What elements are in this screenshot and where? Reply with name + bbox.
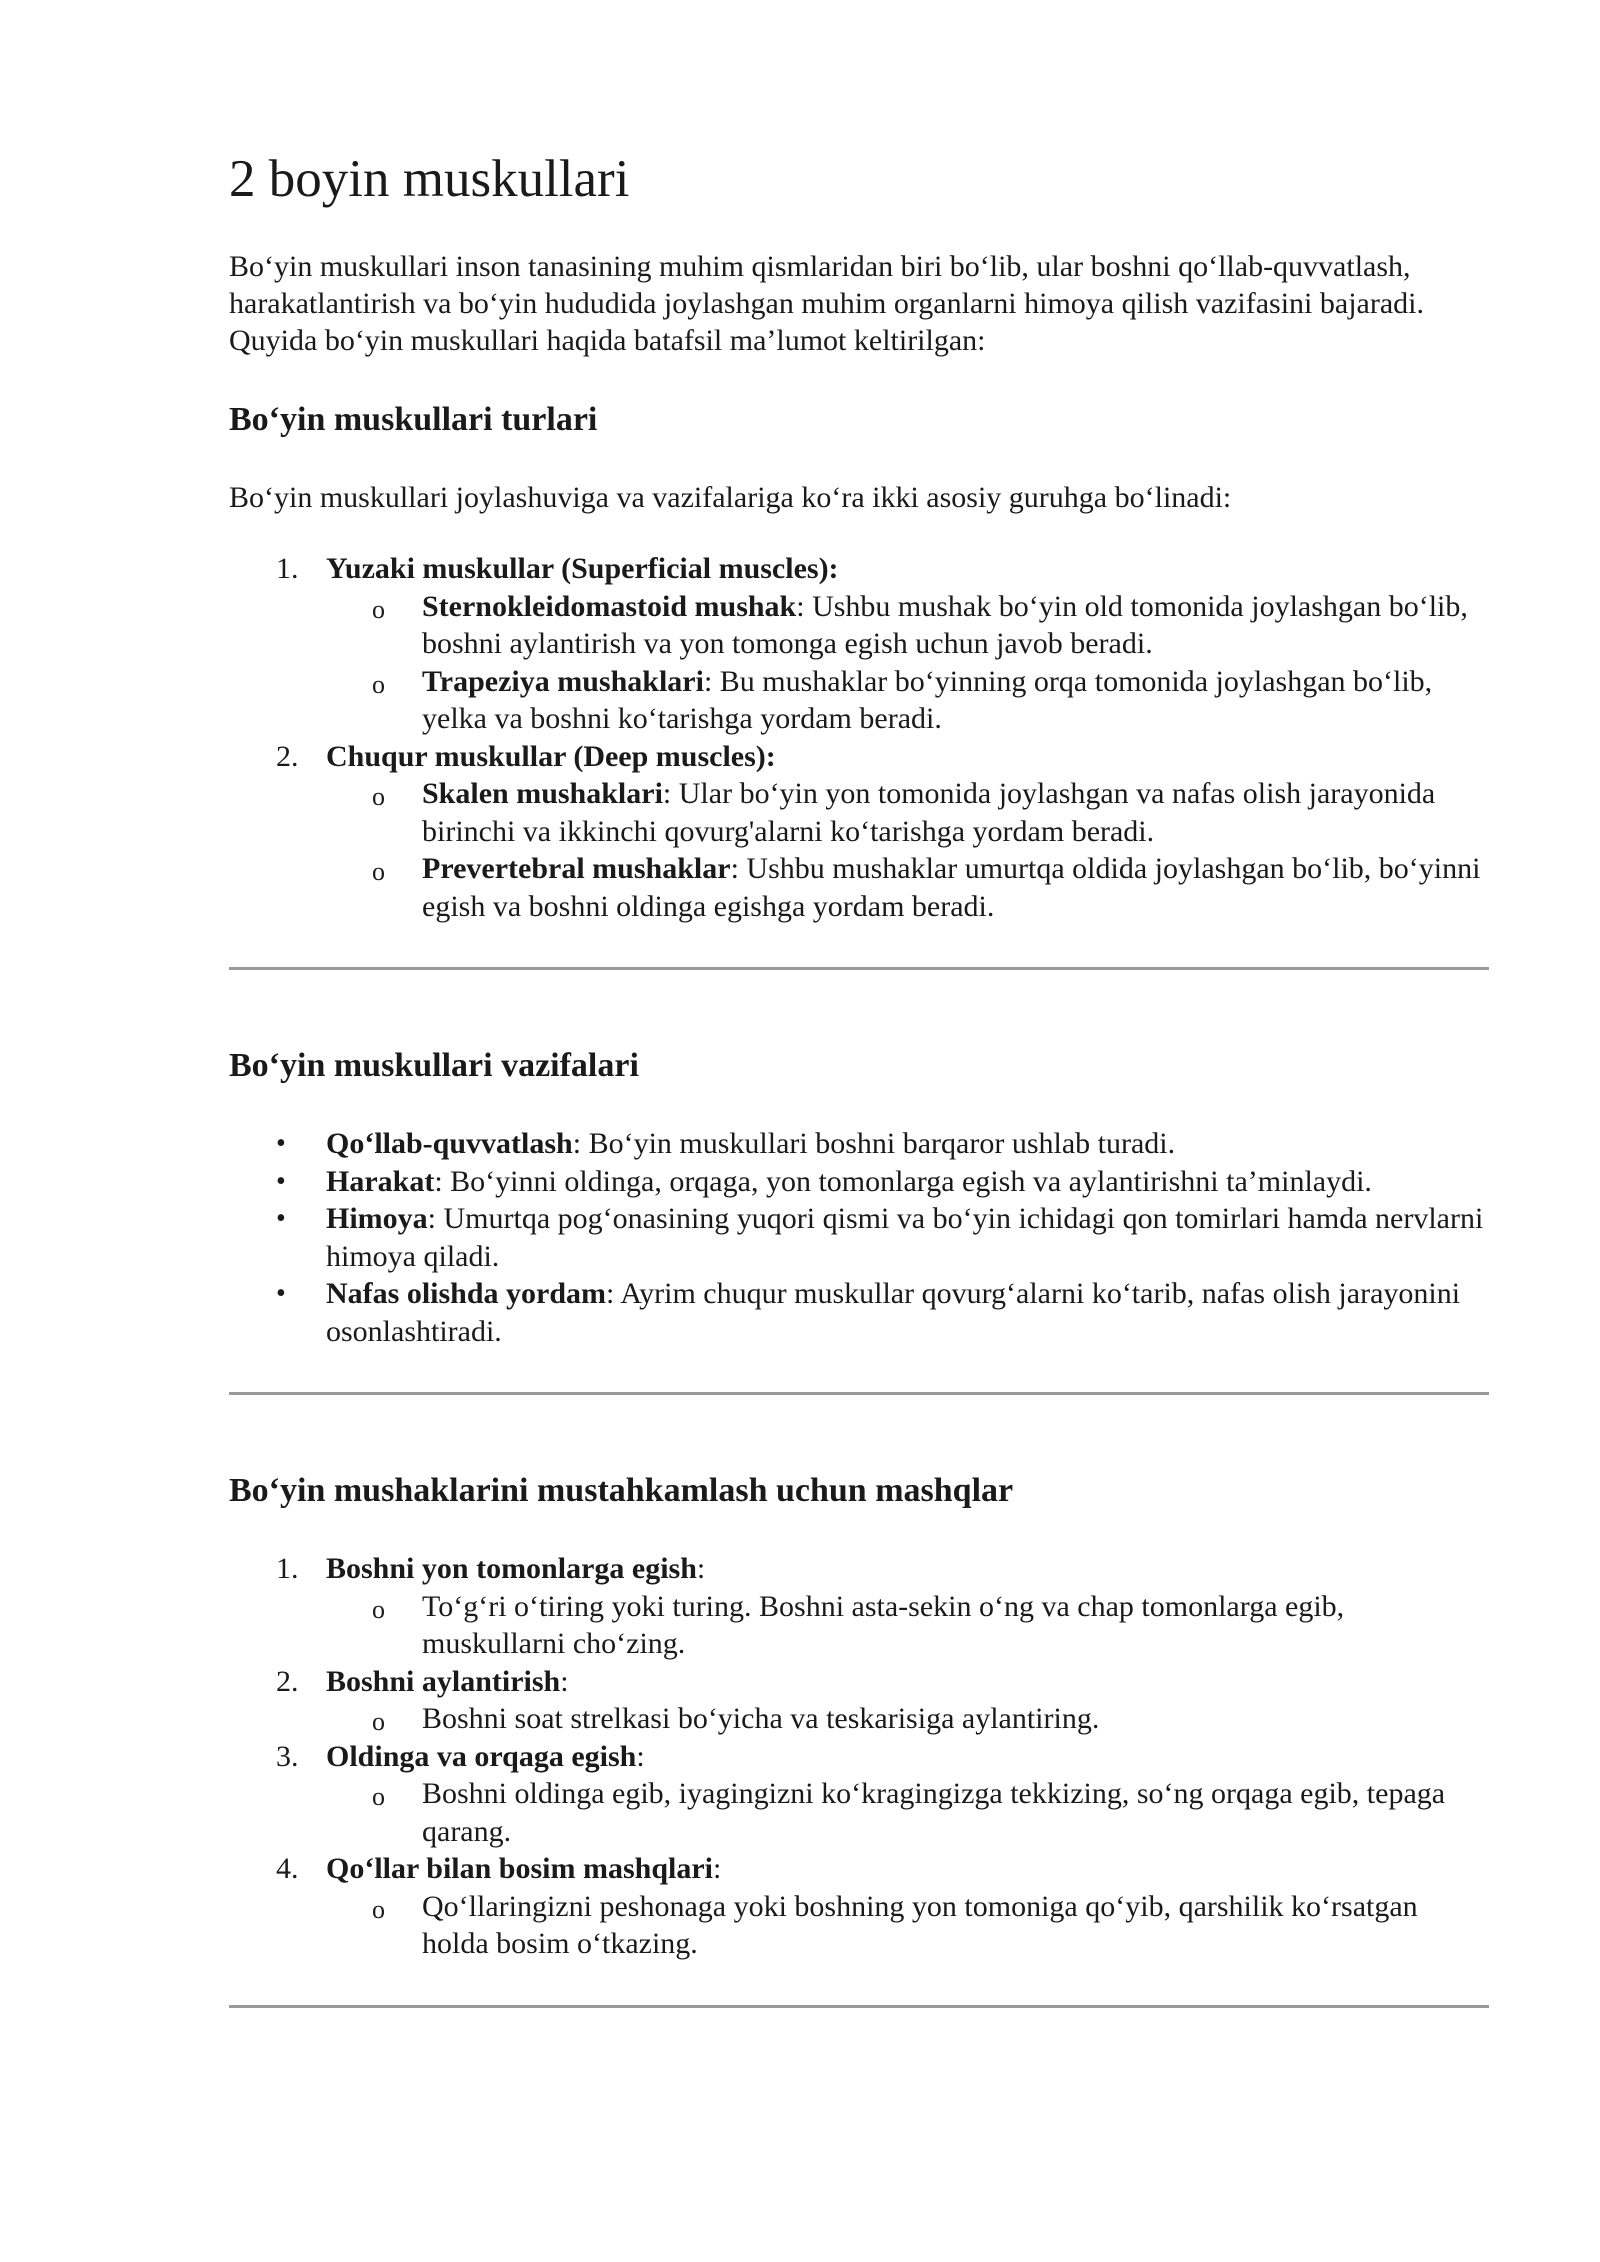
list-item	[229, 1663, 1489, 1738]
list-item	[229, 1850, 1489, 1963]
circle-bullet-icon: o	[372, 1594, 385, 1624]
circle-bullet-icon: o	[372, 782, 385, 812]
list-item	[229, 738, 1489, 926]
circle-bullet-icon: o	[372, 1894, 385, 1924]
circle-bullet-icon: o	[372, 669, 385, 699]
term-description: : Ayrim chuqur muskullar qovurg‘alarni ko‘tarib, nafas olish jarayonini osonlashtiradi.	[326, 1277, 1461, 1348]
list-item	[229, 1125, 1489, 1163]
term: Prevertebral mushaklar	[422, 852, 731, 886]
list-item	[326, 775, 1489, 850]
list-item	[229, 550, 1489, 738]
term-description: : Umurtqa pog‘onasining yuqori qismi va bo‘yin ichidagi qon tomirlari hamda nervlarni himoya qiladi.	[326, 1202, 1484, 1273]
document-page	[229, 150, 1489, 2008]
circle-bullet-icon: o	[372, 1782, 385, 1812]
functions-list	[229, 1125, 1489, 1350]
exercises-list	[229, 1550, 1489, 1963]
list-number: 1.	[276, 552, 299, 586]
section-types-paragraph: Bo‘yin muskullari joylashuviga va vazifalariga ko‘ra ikki asosiy guruhga bo‘linadi:	[229, 481, 1232, 515]
exercise-detail: To‘g‘ri o‘tiring yoki turing. Boshni asta-sekin o‘ng va chap tomonlarga egib, muskullarni cho‘zing.	[422, 1589, 1345, 1661]
bullet-icon: •	[276, 1165, 286, 1197]
list-item	[326, 663, 1489, 738]
document-title: 2 boyin muskullari	[229, 150, 630, 208]
term-description: : Ushbu mushaklar umurtqa oldida joylashgan bo‘lib, bo‘yinni egish va boshni oldinga egishga yordam beradi.	[422, 852, 1481, 923]
exercise-detail: Boshni oldinga egib, iyagingizni ko‘kragingizga tekkizing, so‘ng orqaga egib, tepaga qarang.	[422, 1777, 1446, 1848]
circle-bullet-icon: o	[372, 857, 385, 887]
bullet-icon: •	[276, 1278, 286, 1310]
term: Nafas olishda yordam	[326, 1277, 607, 1311]
colon: :	[560, 1664, 569, 1698]
exercise-title: Qo‘llar bilan bosim mashqlari	[326, 1852, 714, 1886]
list-number: 1.	[276, 1552, 299, 1586]
term: Qo‘llab-quvvatlash	[326, 1127, 573, 1161]
list-number: 3.	[276, 1739, 299, 1773]
list-number: 2.	[276, 1664, 299, 1698]
term: Skalen mushaklari	[422, 777, 663, 811]
term: Harakat	[326, 1164, 435, 1198]
group-title: Chuqur muskullar (Deep muscles):	[326, 739, 776, 773]
term: Himoya	[326, 1202, 428, 1236]
list-number: 4.	[276, 1852, 299, 1886]
term-description: : Bo‘yin muskullari boshni barqaror ushlab turadi.	[572, 1127, 1176, 1161]
sub-list	[326, 1775, 1489, 1850]
exercise-detail: Qo‘llaringizni peshonaga yoki boshning yon tomoniga qo‘yib, qarshilik ko‘rsatgan holda bosim o‘tkazing.	[422, 1889, 1418, 1961]
list-item	[229, 1163, 1489, 1201]
term-description: : Bu mushaklar bo‘yinning orqa tomonida joylashgan bo‘lib, yelka va boshni ko‘tarishga yordam beradi.	[422, 664, 1433, 736]
term-description: : Bo‘yinni oldinga, orqaga, yon tomonlarga egish va aylantirishni ta’minlaydi.	[434, 1164, 1372, 1198]
colon: :	[696, 1552, 706, 1586]
term-description: : Ushbu mushak bo‘yin old tomonida joylashgan bo‘lib, boshni aylantirish va yon tomonga egish uchun javob beradi.	[422, 589, 1468, 661]
exercise-detail: Boshni soat strelkasi bo‘yicha va teskarisiga aylantiring.	[422, 1702, 1100, 1736]
circle-bullet-icon: o	[372, 1707, 385, 1737]
term: Sternokleidomastoid mushak	[422, 589, 797, 623]
exercise-title: Boshni aylantirish	[326, 1664, 561, 1698]
section-heading-types: Bo‘yin muskullari turlari	[229, 401, 598, 439]
intro-paragraph: Bo‘yin muskullari inson tanasining muhim qismlaridan biri bo‘lib, ular boshni qo‘llab-quvvatlash, harakatlantirish va bo‘yin hududida joylashgan muhim organlarni himoya qilish vazifasini bajaradi. Quyida bo‘yin muskullari haqida batafsil ma’lumot keltirilgan:	[229, 250, 1424, 358]
term-description: : Ular bo‘yin yon tomonida joylashgan va nafas olish jarayonida birinchi va ikkinchi qovurg'alarni ko‘tarishga yordam beradi.	[422, 777, 1436, 848]
list-item	[326, 1700, 1489, 1738]
bullet-icon: •	[276, 1128, 286, 1160]
section-heading-functions: Bo‘yin muskullari vazifalari	[229, 1047, 639, 1085]
term: Trapeziya mushaklari	[422, 664, 704, 698]
horizontal-divider	[229, 1392, 1489, 1395]
bullet-icon: •	[276, 1203, 286, 1235]
circle-bullet-icon: o	[372, 594, 385, 624]
horizontal-divider	[229, 2005, 1489, 2008]
colon: :	[636, 1739, 645, 1773]
horizontal-divider	[229, 967, 1489, 970]
list-item	[229, 1550, 1489, 1663]
group-title: Yuzaki muskullar (Superficial muscles):	[326, 552, 839, 586]
list-item	[326, 1888, 1489, 1963]
sub-list	[326, 1588, 1489, 1663]
list-item	[326, 588, 1489, 663]
exercise-title: Boshni yon tomonlarga egish	[326, 1552, 697, 1586]
list-number: 2.	[276, 739, 299, 773]
muscle-groups-list	[229, 550, 1489, 925]
list-item	[326, 850, 1489, 925]
exercise-title: Oldinga va orqaga egish	[326, 1739, 637, 1773]
section-heading-exercises: Bo‘yin mushaklarini mustahkamlash uchun mashqlar	[229, 1472, 1014, 1510]
colon: :	[713, 1852, 722, 1886]
list-item	[229, 1738, 1489, 1851]
sub-list	[326, 1700, 1489, 1738]
list-item	[229, 1275, 1489, 1350]
list-item	[229, 1200, 1489, 1275]
sub-list	[326, 588, 1489, 738]
list-item	[326, 1775, 1489, 1850]
list-item	[326, 1588, 1489, 1663]
sub-list	[326, 775, 1489, 925]
sub-list	[326, 1888, 1489, 1963]
